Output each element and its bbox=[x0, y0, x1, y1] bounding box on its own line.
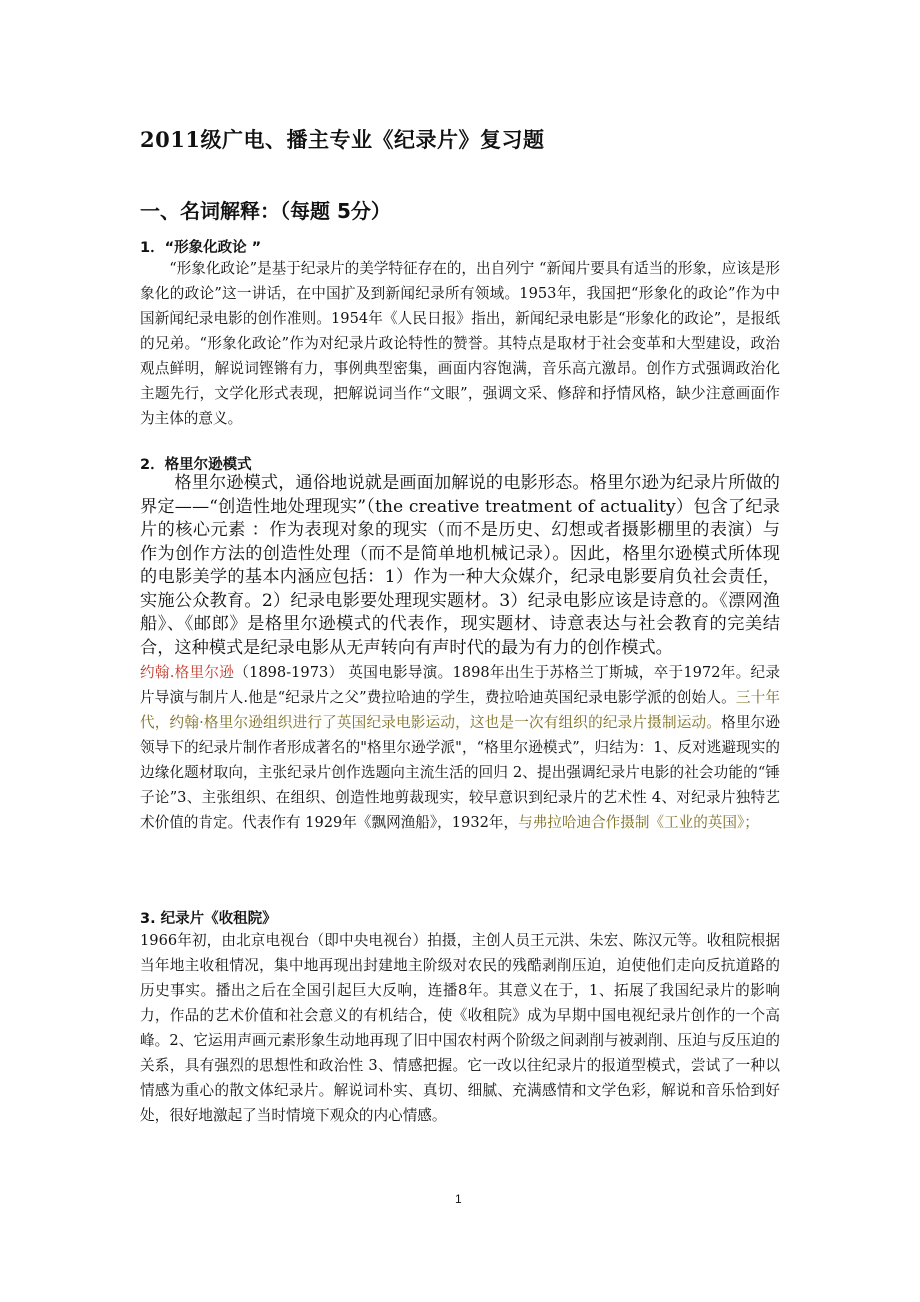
item-3-text: 1966年初，由北京电视台（即中央电视台）拍摄，主创人员王元洪、朱宏、陈汉元等。收租院根据当年地主收租情况，集中地再现出封建地主阶级对农民的残酷剥削压迫，迫使他们走向反抗道路的历史事实。播出之后在全国引起巨大反响，连播8年。其意义在于，1、拓展了我国纪录片的影响力，作品的艺术价值和社会意义的有机结合，使《收租院》成为早期中国电视纪录片创作的一个高峰。2、它运用声画元素形象生动地再现了旧中国农村两个阶级之间剥削与被剥削、压迫与反压迫的关系，具有强烈的思想性和政治性 3、情感把握。它一改以往纪录片的报道型模式，尝试了一种以情感为重心的散文体纪录片。解说词朴实、真切、细腻、充满感情和文学色彩，解说和音乐恰到好处，很好地激起了当时情境下观众的内心情感。 bbox=[140, 932, 780, 1124]
section-heading: 一、名词解释：（每题 5分） bbox=[140, 199, 391, 223]
item-1-heading: 1．“形象化政论 ” bbox=[140, 240, 262, 256]
item-1-text: “形象化政论”是基于纪录片的美学特征存在的，出自列宁 “新闻片要具有适当的形象，应该是形象化的政论”这一讲话，在中国扩及到新闻纪录所有领域。1953年，我国把“形象化的政论”作为中国新闻纪录电影的创作准则。1954年《人民日报》指出，新闻纪录电影是“形象化的政论”，是报纸的兄弟。“形象化政论”作为对纪录片政论特性的赞誉。其特点是取材于社会变革和大型建设，政治观点鲜明，解说词铿锵有力，事例典型密集，画面内容饱满，音乐高亢激昂。创作方式强调政治化主题先行，文学化形式表现，把解说词当作“文眼”，强调文采、修辞和抒情风格，缺少注意画面作为主体的意义。 bbox=[140, 260, 780, 427]
bio-name: 约翰.格里尔逊 bbox=[140, 664, 235, 681]
item-2-heading: 2．格里尔逊模式 bbox=[140, 457, 252, 473]
item-3-heading: 3. 纪录片《收租院》 bbox=[140, 911, 277, 927]
bio-highlight-1: 三十年代，约翰·格里尔逊组织进行了英国纪录电影运动，这也是一次有组织的纪录片摄制运动。 bbox=[140, 689, 780, 731]
item-1-body bbox=[140, 256, 780, 431]
bio-highlight-2: 与弗拉哈迪合作摄制《工业的英国》； bbox=[518, 814, 759, 831]
bio-text-2: 格里尔逊领导下的纪录片制作者形成著名的"格里尔逊学派"，“格里尔逊模式”，归结为：1、反对逃避现实的边缘化题材取向，主张纪录片创作选题向主流生活的回归 2、提出强调纪录片电影的社会功能的“锤子论”3、主张组织、在组织、创造性地剪裁现实，较早意识到纪录片的艺术性 4、对纪录片独特艺术价值的肯定。代表作有 1929年《飘网渔船》，1932年， bbox=[140, 714, 780, 831]
item-2-biography bbox=[140, 660, 780, 835]
page-number: 1 bbox=[455, 1192, 462, 1206]
item-3-body bbox=[140, 928, 780, 1128]
document-title: 2011级广电、播主专业《纪录片》复习题 bbox=[140, 127, 545, 152]
bio-text-1: （1898-1973） 英国电影导演。1898年出生于苏格兰丁斯城，卒于1972年。纪录片导演与制片人.他是“纪录片之父”费拉哈迪的学生，费拉哈迪英国纪录电影学派的创始人。 bbox=[140, 664, 781, 706]
item-2-main-text: 格里尔逊模式，通俗地说就是画面加解说的电影形态。格里尔逊为纪录片所做的界定——“创造性地处理现实”（the creative treatment of actuality）包含了纪录片的核心元素 ：作为表现对象的现实（而不是历史、幻想或者摄影棚里的表演）与作为创作方法的创造性处理（而不是简单地机械记录）。因此，格里尔逊模式所体现的电影美学的基本内涵应包括：1）作为一种大众媒介，纪录电影要肩负社会责任，实施公众教育。2）纪录电影要处理现实题材。3）纪录电影应该是诗意的。《漂网渔船》、《邮郎》是格里尔逊模式的代表作，现实题材、诗意表达与社会教育的完美结合，这种模式是纪录电影从无声转向有声时代的最为有力的创作模式。 bbox=[140, 473, 780, 658]
item-2-body bbox=[140, 472, 780, 835]
